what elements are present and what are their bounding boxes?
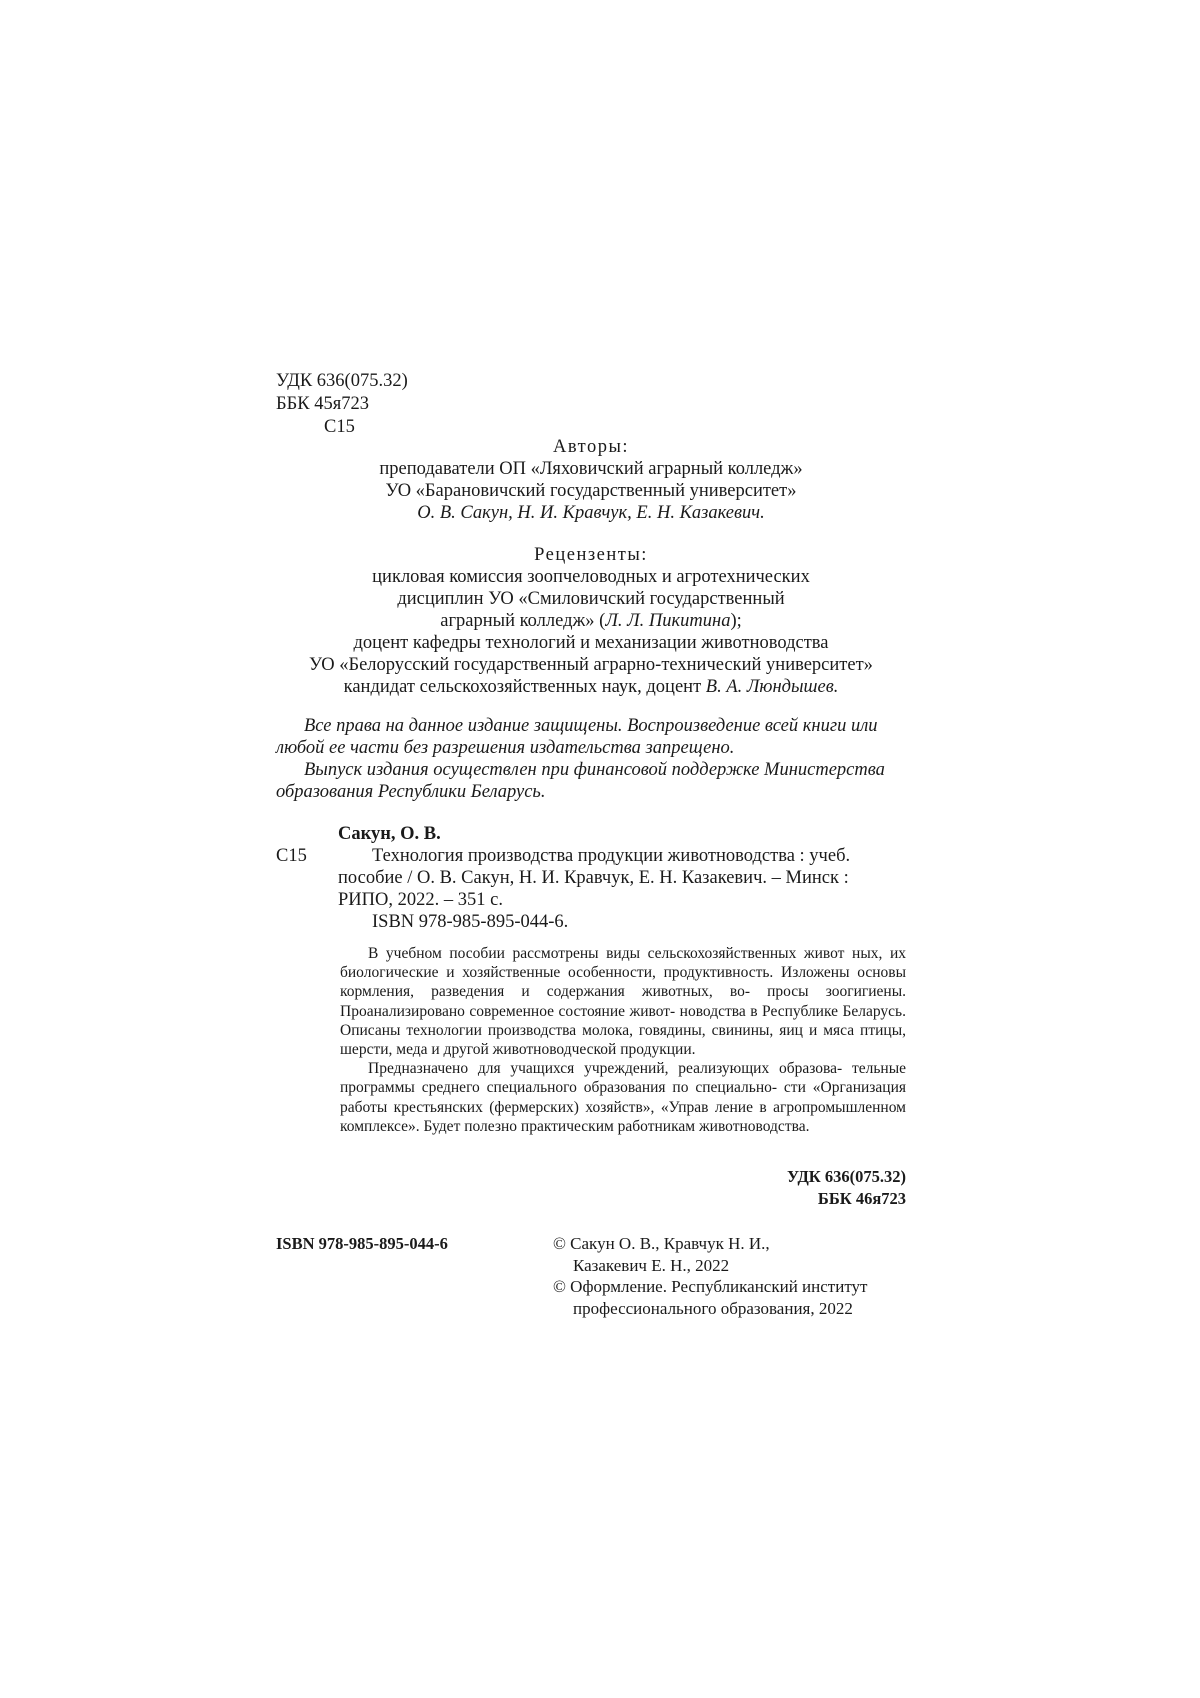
catalog-row-title — [276, 845, 906, 867]
reviewer-line-3-prefix: аграрный колледж» ( — [440, 611, 606, 631]
rights-line-2: любой ее части без разрешения издательства запрещено. — [276, 738, 735, 758]
reviewer-name-2: В. А. Люндышев. — [705, 677, 839, 697]
classification-bbk: ББК 46я723 — [817, 1189, 906, 1208]
classification-udk: УДК 636(075.32) — [787, 1167, 906, 1186]
udk-bbk-block — [276, 370, 906, 438]
reviewer-line-3 — [276, 610, 906, 632]
rights-line-1: Все права на данное издание защищены. Воспроизведение всей книги или — [304, 716, 878, 736]
bbk-code: ББК 45я723 — [276, 394, 369, 414]
reviewer-line-6 — [276, 676, 906, 698]
reviewer-line-6-prefix: кандидат сельскохозяйственных наук, доцент — [343, 677, 706, 697]
catalog-code: С15 — [276, 846, 307, 866]
authors-heading: Авторы: — [552, 437, 630, 457]
catalog-title-line-1: Технология производства продукции животноводства : учеб. — [372, 846, 851, 866]
copyright-design-line-2: профессионального образования, 2022 — [573, 1298, 853, 1318]
authors-affiliation-1: преподаватели ОП «Ляховичский аграрный колледж» — [379, 459, 803, 479]
rights-line-4: образования Республики Беларусь. — [276, 782, 546, 802]
catalog-record — [276, 823, 906, 933]
reviewer-line-5: УО «Белорусский государственный аграрно-технический университет» — [309, 655, 873, 675]
rights-notice — [276, 715, 906, 803]
reviewer-line-4: доцент кафедры технологий и механизации животноводства — [353, 633, 829, 653]
catalog-title-line-2: пособие / О. В. Сакун, Н. И. Кравчук, Е. Н. Казакевич. – Минск : — [338, 868, 849, 888]
reviewers-heading: Рецензенты: — [534, 545, 648, 565]
authors-section — [276, 436, 906, 524]
catalog-author: Сакун, О. В. — [338, 824, 441, 844]
catalog-row-3 — [276, 889, 906, 911]
copyright-block — [553, 1233, 913, 1319]
authors-names: О. В. Сакун, Н. И. Кравчук, Е. Н. Казакевич. — [417, 503, 765, 523]
authors-affiliation-2: УО «Барановичский государственный университет» — [385, 481, 797, 501]
reviewers-section — [276, 544, 906, 698]
catalog-row-2 — [276, 867, 906, 889]
catalog-row-author — [276, 823, 906, 845]
reviewer-name-1: Л. Л. Пикитина — [605, 611, 731, 631]
copyright-design-line-1: © Оформление. Республиканский институт — [553, 1277, 868, 1296]
annotation-paragraph-2: Предназначено для учащихся учреждений, реализующих образова- тельные программы среднего специального образования по специально- сти «Организация работы крестьянских (фермерских) хозяйств», «Управ ление в агропромышленном комплексе». Будет полезно практическим работникам животноводства. — [340, 1060, 906, 1135]
copyright-authors-line-2: Казакевич Е. Н., 2022 — [573, 1255, 730, 1275]
author-sign-code: С15 — [324, 417, 355, 437]
annotation — [340, 944, 906, 1136]
catalog-isbn: ISBN 978-985-895-044-6. — [372, 912, 569, 932]
copyright-authors-line-1: © Сакун О. В., Кравчук Н. И., — [553, 1234, 770, 1253]
catalog-row-isbn — [276, 911, 906, 933]
catalog-title-line-3: РИПО, 2022. – 351 с. — [338, 890, 503, 910]
udk-code: УДК 636(075.32) — [276, 371, 408, 391]
classification-codes — [700, 1166, 906, 1210]
isbn-final: ISBN 978-985-895-044-6 — [276, 1234, 448, 1253]
annotation-paragraph-1: В учебном пособии рассмотрены виды сельскохозяйственных живот ных, их биологические и хозяйственные особенности, продуктивность. Изложены основы кормления, разведения и содержания животных, во- просы зоогигиены. Проанализировано современное состояние живот- новодства в Республике Беларусь. Описаны технологии производства молока, говядины, свинины, яиц и мяса птицы, шерсти, меда и другой животноводческой продукции. — [340, 945, 906, 1059]
reviewer-line-2: дисциплин УО «Смиловичский государственный — [397, 589, 785, 609]
reviewer-line-1: цикловая комиссия зоопчеловодных и агротехнических — [372, 567, 810, 587]
reviewer-line-3-suffix: ); — [730, 611, 742, 631]
rights-line-3: Выпуск издания осуществлен при финансовой поддержке Министерства — [304, 760, 885, 780]
